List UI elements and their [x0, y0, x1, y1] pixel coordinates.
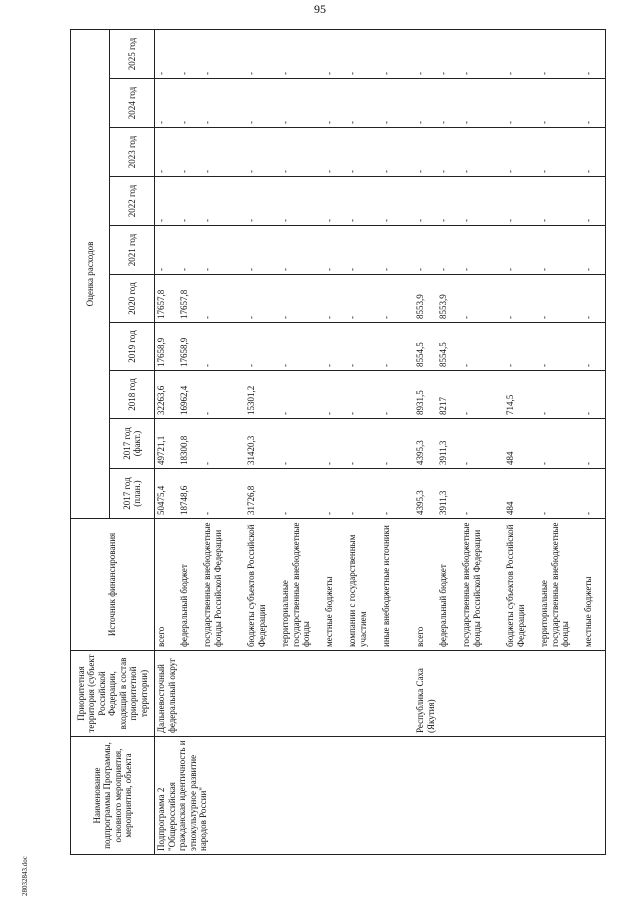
funding-source-cell: иные внебюджетные источники — [380, 519, 414, 651]
value-cell: 31726,8 — [245, 469, 279, 519]
value-cell: - — [582, 226, 606, 275]
value-cell: - — [538, 469, 582, 519]
value-cell: - — [538, 128, 582, 177]
value-cell: - — [346, 177, 380, 226]
value-cell: - — [582, 177, 606, 226]
value-cell: - — [460, 323, 504, 371]
funding-source-cell: федеральный бюджет — [437, 519, 460, 651]
header-year-6: 2022 год — [110, 177, 155, 226]
program-name-cell: Подпрограмма 2 "Общероссийская гражданская идентичность и этнокультурное развитие народов России" — [155, 737, 606, 855]
value-cell: 714,5 — [504, 371, 538, 419]
value-cell: - — [380, 128, 414, 177]
funding-source-cell: бюджеты субъектов Российской Федерации — [504, 519, 538, 651]
value-cell: 8217 — [437, 371, 460, 419]
value-cell: - — [201, 79, 245, 128]
value-cell: - — [460, 79, 504, 128]
value-cell: - — [380, 177, 414, 226]
value-cell: - — [414, 226, 437, 275]
funding-source-cell: местные бюджеты — [582, 519, 606, 651]
value-cell: 15301,2 — [245, 371, 279, 419]
value-cell: - — [504, 226, 538, 275]
value-cell: - — [279, 469, 323, 519]
value-cell: - — [323, 323, 346, 371]
header-year-0: 2017 год (план.) — [110, 469, 155, 519]
value-cell: 32263,6 — [155, 371, 179, 419]
value-cell: - — [582, 323, 606, 371]
value-cell: - — [279, 419, 323, 469]
value-cell: - — [279, 226, 323, 275]
value-cell: - — [414, 30, 437, 79]
value-cell: - — [323, 371, 346, 419]
value-cell: - — [155, 30, 179, 79]
territory-cell: Дальневосточный федеральный округ — [155, 651, 415, 737]
value-cell: - — [245, 30, 279, 79]
value-cell: - — [437, 226, 460, 275]
value-cell: - — [346, 469, 380, 519]
value-cell: - — [323, 419, 346, 469]
value-cell: 8553,9 — [414, 275, 437, 323]
header-year-7: 2023 год — [110, 128, 155, 177]
value-cell: - — [582, 275, 606, 323]
table-body — [155, 30, 606, 855]
value-cell: - — [178, 79, 201, 128]
value-cell: - — [323, 275, 346, 323]
value-cell: - — [538, 79, 582, 128]
value-cell: - — [346, 419, 380, 469]
header-name-column: Наименование подпрограммы Программы, основного мероприятия, мероприятия, объекта — [71, 737, 155, 855]
value-cell: - — [582, 469, 606, 519]
value-cell: - — [437, 177, 460, 226]
value-cell: - — [201, 226, 245, 275]
value-cell: - — [155, 226, 179, 275]
value-cell: 4395,3 — [414, 419, 437, 469]
funding-source-cell: государственные внебюджетные фонды Российской Федерации — [460, 519, 504, 651]
value-cell: - — [346, 79, 380, 128]
value-cell: - — [582, 79, 606, 128]
funding-source-cell: бюджеты субъектов Российской Федерации — [245, 519, 279, 651]
value-cell: - — [201, 419, 245, 469]
value-cell: - — [323, 30, 346, 79]
value-cell: 17658,9 — [155, 323, 179, 371]
value-cell: - — [323, 128, 346, 177]
value-cell: - — [504, 79, 538, 128]
value-cell: 8554,5 — [414, 323, 437, 371]
value-cell: - — [279, 79, 323, 128]
header-year-5: 2021 год — [110, 226, 155, 275]
header-year-8: 2024 год — [110, 79, 155, 128]
value-cell: 484 — [504, 469, 538, 519]
value-cell: - — [538, 419, 582, 469]
value-cell: - — [538, 177, 582, 226]
rotated-table-container — [70, 30, 630, 855]
value-cell: - — [155, 128, 179, 177]
value-cell: - — [245, 79, 279, 128]
value-cell: - — [504, 30, 538, 79]
funding-source-cell: государственные внебюджетные фонды Российской Федерации — [201, 519, 245, 651]
value-cell: - — [323, 469, 346, 519]
funding-source-cell: всего — [155, 519, 179, 651]
value-cell: - — [346, 275, 380, 323]
value-cell: - — [504, 323, 538, 371]
header-year-1: 2017 год (факт.) — [110, 419, 155, 469]
value-cell: - — [245, 226, 279, 275]
value-cell: - — [460, 371, 504, 419]
value-cell: 4395,3 — [414, 469, 437, 519]
value-cell: - — [245, 275, 279, 323]
value-cell: - — [414, 128, 437, 177]
value-cell: - — [279, 275, 323, 323]
value-cell: - — [582, 371, 606, 419]
value-cell: - — [201, 177, 245, 226]
value-cell: 49721,1 — [155, 419, 179, 469]
value-cell: 17657,8 — [178, 275, 201, 323]
value-cell: - — [538, 30, 582, 79]
value-cell: - — [155, 79, 179, 128]
value-cell: 17657,8 — [155, 275, 179, 323]
value-cell: 8553,9 — [437, 275, 460, 323]
value-cell: - — [380, 79, 414, 128]
value-cell: - — [414, 177, 437, 226]
value-cell: - — [380, 323, 414, 371]
value-cell: - — [460, 177, 504, 226]
value-cell: - — [504, 275, 538, 323]
value-cell: - — [323, 79, 346, 128]
value-cell: - — [504, 177, 538, 226]
value-cell: - — [201, 371, 245, 419]
value-cell: - — [346, 371, 380, 419]
value-cell: - — [346, 226, 380, 275]
value-cell: - — [245, 177, 279, 226]
table-row — [414, 30, 437, 855]
value-cell: - — [460, 30, 504, 79]
value-cell: - — [380, 371, 414, 419]
value-cell: - — [245, 128, 279, 177]
value-cell: - — [504, 128, 538, 177]
value-cell: - — [538, 371, 582, 419]
header-expense-group: Оценка расходов — [71, 30, 110, 519]
value-cell: - — [538, 226, 582, 275]
funding-source-cell: всего — [414, 519, 437, 651]
value-cell: - — [414, 79, 437, 128]
value-cell: - — [538, 275, 582, 323]
funding-source-cell: территориальные государственные внебюджетные фонды — [279, 519, 323, 651]
value-cell: - — [380, 275, 414, 323]
value-cell: - — [178, 128, 201, 177]
value-cell: - — [582, 128, 606, 177]
value-cell: - — [460, 128, 504, 177]
value-cell: 484 — [504, 419, 538, 469]
value-cell: - — [178, 177, 201, 226]
value-cell: 3911,3 — [437, 469, 460, 519]
header-source-column: Источник финансирования — [71, 519, 155, 651]
value-cell: - — [279, 323, 323, 371]
value-cell: - — [178, 30, 201, 79]
value-cell: - — [460, 419, 504, 469]
value-cell: - — [346, 323, 380, 371]
value-cell: - — [201, 323, 245, 371]
header-year-4: 2020 год — [110, 275, 155, 323]
value-cell: - — [201, 275, 245, 323]
value-cell: 3911,3 — [437, 419, 460, 469]
value-cell: - — [323, 226, 346, 275]
value-cell: - — [460, 275, 504, 323]
value-cell: - — [437, 30, 460, 79]
header-year-9: 2025 год — [110, 30, 155, 79]
value-cell: - — [380, 419, 414, 469]
page-number: 95 — [314, 2, 326, 16]
funding-source-cell: федеральный бюджет — [178, 519, 201, 651]
value-cell: - — [245, 323, 279, 371]
value-cell: - — [279, 128, 323, 177]
value-cell: - — [538, 323, 582, 371]
header-territory-column: Приоритетная территория (субъект Российской Федерации, входящий в состав приоритетной территории) — [71, 651, 155, 737]
value-cell: 18748,6 — [178, 469, 201, 519]
value-cell: - — [201, 30, 245, 79]
document-id — [18, 855, 32, 897]
value-cell: - — [437, 79, 460, 128]
value-cell: 8554,5 — [437, 323, 460, 371]
value-cell: - — [437, 128, 460, 177]
value-cell: 50475,4 — [155, 469, 179, 519]
funding-source-cell: местные бюджеты — [323, 519, 346, 651]
value-cell: - — [380, 469, 414, 519]
value-cell: - — [582, 30, 606, 79]
value-cell: - — [201, 469, 245, 519]
header-year-2: 2018 год — [110, 371, 155, 419]
table-row — [155, 30, 179, 855]
expenses-table — [70, 29, 606, 855]
value-cell: - — [380, 30, 414, 79]
document-id-text: 28032843.doc — [21, 856, 29, 896]
value-cell: - — [323, 177, 346, 226]
value-cell: - — [178, 226, 201, 275]
value-cell: 18300,8 — [178, 419, 201, 469]
funding-source-cell: территориальные государственные внебюджетные фонды — [538, 519, 582, 651]
territory-cell: Республика Саха (Якутия) — [414, 651, 606, 737]
value-cell: - — [460, 226, 504, 275]
value-cell: - — [279, 177, 323, 226]
value-cell: - — [155, 177, 179, 226]
value-cell: - — [380, 226, 414, 275]
value-cell: - — [201, 128, 245, 177]
value-cell: 16962,4 — [178, 371, 201, 419]
value-cell: - — [460, 469, 504, 519]
funding-source-cell: компании с государственным участием — [346, 519, 380, 651]
value-cell: 17658,9 — [178, 323, 201, 371]
value-cell: - — [279, 30, 323, 79]
value-cell: 8931,5 — [414, 371, 437, 419]
value-cell: - — [279, 371, 323, 419]
value-cell: 31420,3 — [245, 419, 279, 469]
value-cell: - — [346, 30, 380, 79]
header-year-3: 2019 год — [110, 323, 155, 371]
value-cell: - — [582, 419, 606, 469]
value-cell: - — [346, 128, 380, 177]
